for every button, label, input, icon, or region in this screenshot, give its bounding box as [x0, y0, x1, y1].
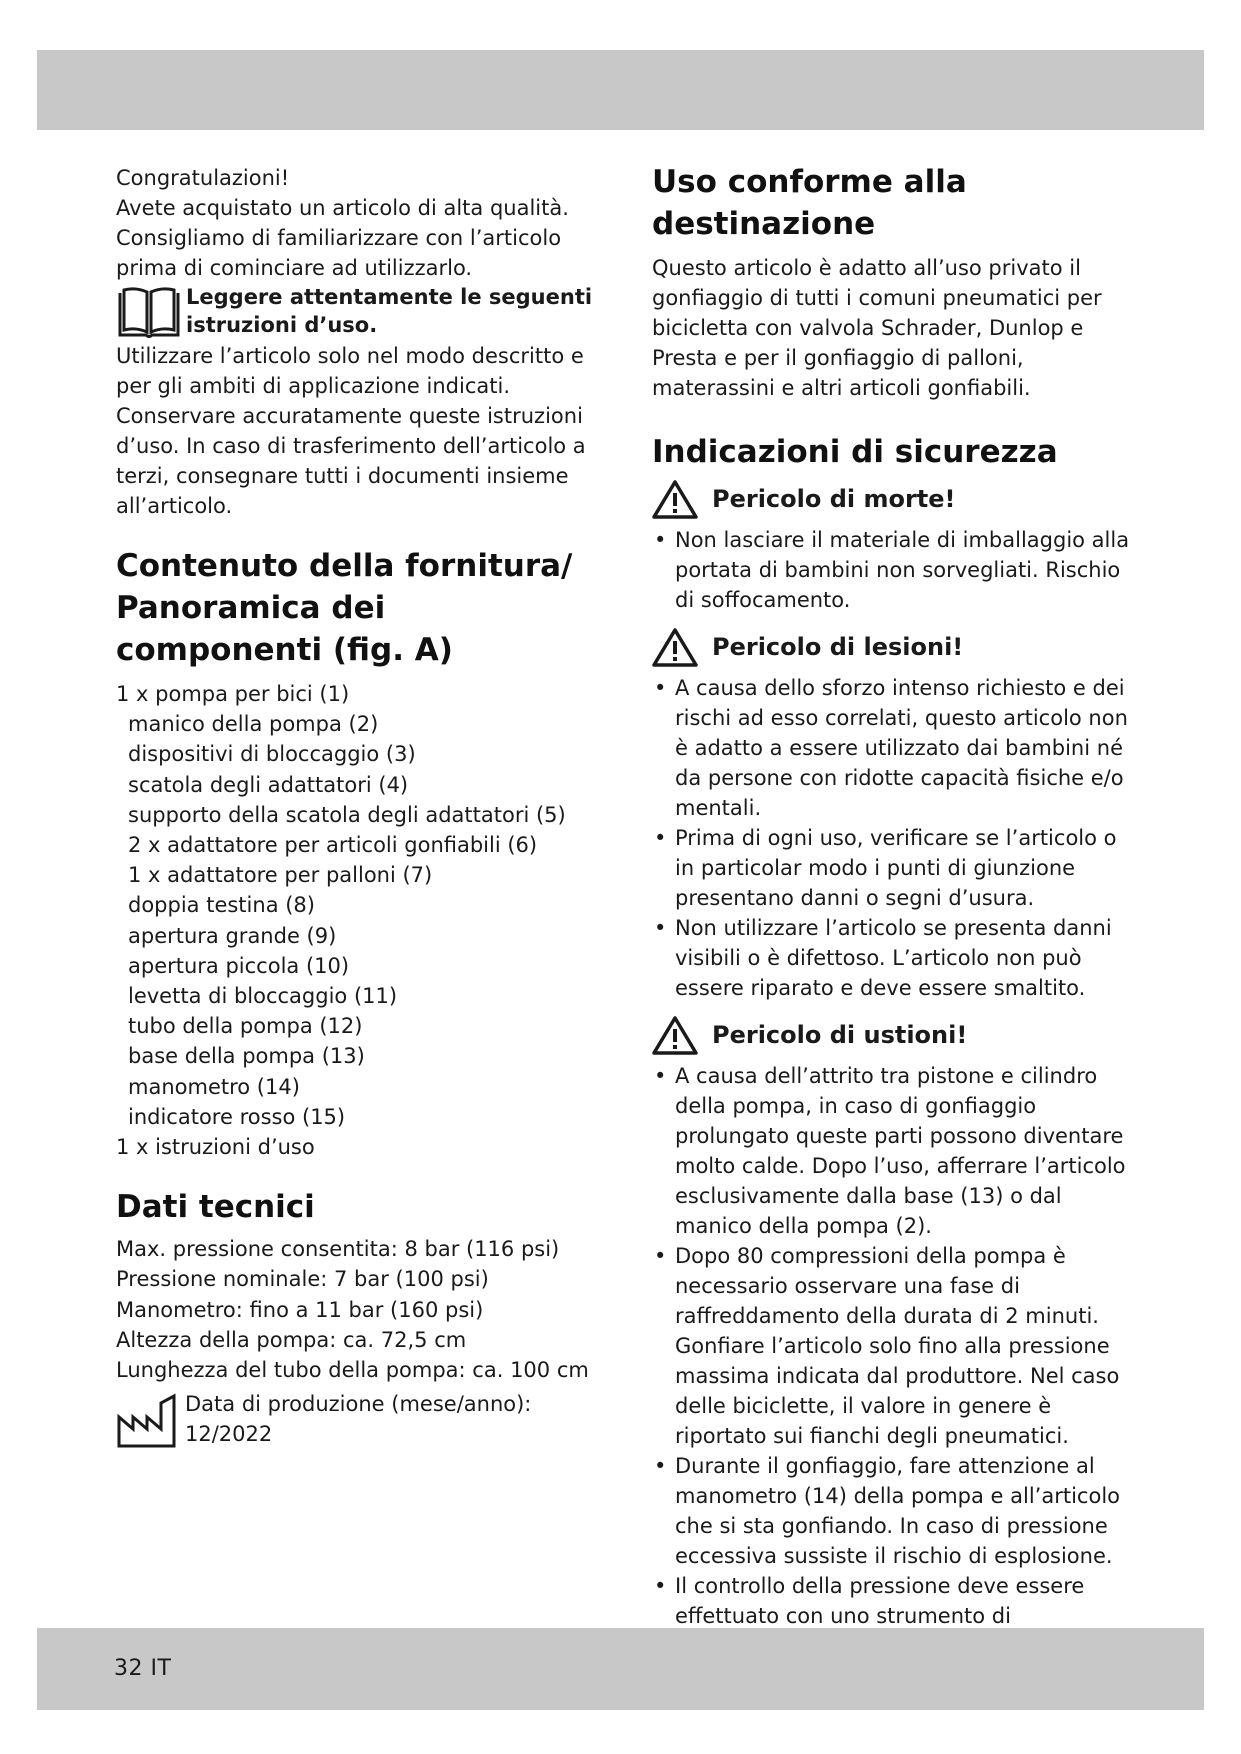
list-item: 1 x istruzioni d’uso [116, 1135, 315, 1160]
death-warning [652, 477, 1130, 521]
production-value: 12/2022 [185, 1422, 273, 1447]
burn-warning-title: Pericolo di ustioni! [712, 1021, 968, 1049]
list-item: • Il controllo della pressione deve essere effettuato con uno strumento di [652, 1571, 1130, 1661]
death-warning-title: Pericolo di morte! [712, 485, 956, 513]
contents-heading: Contenuto della fornitura/ Panoramica dei componenti (fig. A) [116, 548, 573, 668]
contents-list [116, 679, 598, 1162]
left-column [116, 163, 598, 1449]
list-item: 1 x pompa per bici (1) [116, 682, 350, 706]
injury-warning-list [652, 673, 1130, 1003]
read-note-text: Leggere attentamente le seguenti istruzioni d’uso. [186, 285, 593, 337]
safety-heading: Indicazioni di sicurezza [652, 434, 1058, 470]
page-number: 32 IT [114, 1656, 172, 1681]
burn-warning [652, 1013, 1130, 1057]
list-item: apertura grande (9) [128, 923, 337, 948]
read-instructions-note [116, 283, 598, 341]
list-item: scatola degli adattatori (4) [128, 772, 409, 797]
header-band [37, 50, 1204, 130]
usage-text: Utilizzare l’articolo solo nel modo descritto e per gli ambiti di applicazione indicati. Conservare accuratamente queste istruzioni d’uso. In caso di trasferimento dell’articolo a terzi, consegnare tutti i documenti insieme all’articolo. [116, 344, 586, 518]
spec-line: Manometro: fino a 11 bar (160 psi) [116, 1297, 484, 1322]
open-book-icon [116, 285, 182, 341]
list-item: • A causa dell’attrito tra pistone e cilindro della pompa, in caso di gonfiaggio prolungato queste parti possono diventare molto calde. Dopo l’uso, afferrare l’articolo esclusivamente dalla base (13) o dal manico della pompa (2). [652, 1061, 1130, 1241]
warning-triangle-icon [652, 627, 698, 667]
list-item: 2 x adattatore per articoli gonfiabili (6) [128, 833, 538, 858]
list-item: tubo della pompa (12) [128, 1014, 363, 1039]
tech-heading: Dati tecnici [116, 1189, 315, 1226]
list-item: • Dopo 80 compressioni della pompa è necessario osservare una fase di raffreddamento della durata di 2 minuti. Gonfiare l’articolo solo fino alla pressione massima indicata dal produttore. Nel caso delle biciclette, il valore in genere è riportato sui fianchi degli pneumatici. [652, 1241, 1130, 1451]
tech-specs [116, 1234, 598, 1385]
right-column [652, 161, 1130, 1661]
list-item: dispositivi di bloccaggio (3) [128, 742, 416, 767]
list-item: 1 x adattatore per palloni (7) [128, 863, 433, 888]
spec-line: Max. pressione consentita: 8 bar (116 psi) [116, 1237, 560, 1262]
list-item: • Non utilizzare l’articolo se presenta danni visibili o è difettoso. L’articolo non può essere riparato e deve essere smaltito. [652, 913, 1130, 1003]
intended-use-text: Questo articolo è adatto all’uso privato il gonfiaggio di tutti i comuni pneumatici per bicicletta con valvola Schrader, Dunlop e Presta e per il gonfiaggio di palloni, materassini e altri articoli gonfiabili. [652, 256, 1102, 400]
intended-use-heading: Uso conforme alla destinazione [652, 164, 967, 242]
list-item: manico della pompa (2) [128, 712, 379, 737]
list-item: levetta di bloccaggio (11) [128, 984, 398, 1009]
list-item: • Durante il gonfiaggio, fare attenzione al manometro (14) della pompa e all’articolo che si sta gonfiando. In caso di pressione eccessiva sussiste il rischio di esplosione. [652, 1451, 1130, 1571]
list-item: • Prima di ogni uso, verificare se l’articolo o in particolar modo i punti di giunzione presentano danni o segni d’usura. [652, 823, 1130, 913]
list-item: • Non lasciare il materiale di imballaggio alla portata di bambini non sorvegliati. Rischio di soffocamento. [652, 525, 1130, 615]
list-item: • A causa dello sforzo intenso richiesto e dei rischi ad esso correlati, questo articolo non è adatto a essere utilizzato dai bambini né da persone con ridotte capacità fisiche e/o mentali. [652, 673, 1130, 823]
spec-line: Altezza della pompa: ca. 72,5 cm [116, 1327, 467, 1352]
burn-warning-list [652, 1061, 1130, 1661]
factory-icon [116, 1393, 178, 1449]
footer-band [37, 1628, 1204, 1710]
list-item: manometro (14) [128, 1074, 300, 1099]
spec-line: Pressione nominale: 7 bar (100 psi) [116, 1267, 489, 1292]
injury-warning [652, 625, 1130, 669]
list-item: apertura piccola (10) [128, 953, 350, 978]
list-item: doppia testina (8) [128, 893, 315, 918]
greeting: Congratulazioni! [116, 166, 290, 190]
injury-warning-title: Pericolo di lesioni! [712, 633, 964, 661]
intro-text: Avete acquistato un articolo di alta qualità. Consigliamo di familiarizzare con l’articolo prima di cominciare ad utilizzarlo. [116, 196, 569, 280]
list-item: supporto della scatola degli adattatori (5) [128, 802, 566, 827]
death-warning-list [652, 525, 1130, 615]
spec-line: Lunghezza del tubo della pompa: ca. 100 cm [116, 1358, 589, 1383]
list-item: base della pompa (13) [128, 1044, 365, 1069]
production-date [116, 1389, 598, 1449]
production-label: Data di produzione (mese/anno): [185, 1392, 532, 1417]
list-item: indicatore rosso (15) [128, 1104, 346, 1129]
warning-triangle-icon [652, 479, 698, 519]
warning-triangle-icon [652, 1015, 698, 1055]
